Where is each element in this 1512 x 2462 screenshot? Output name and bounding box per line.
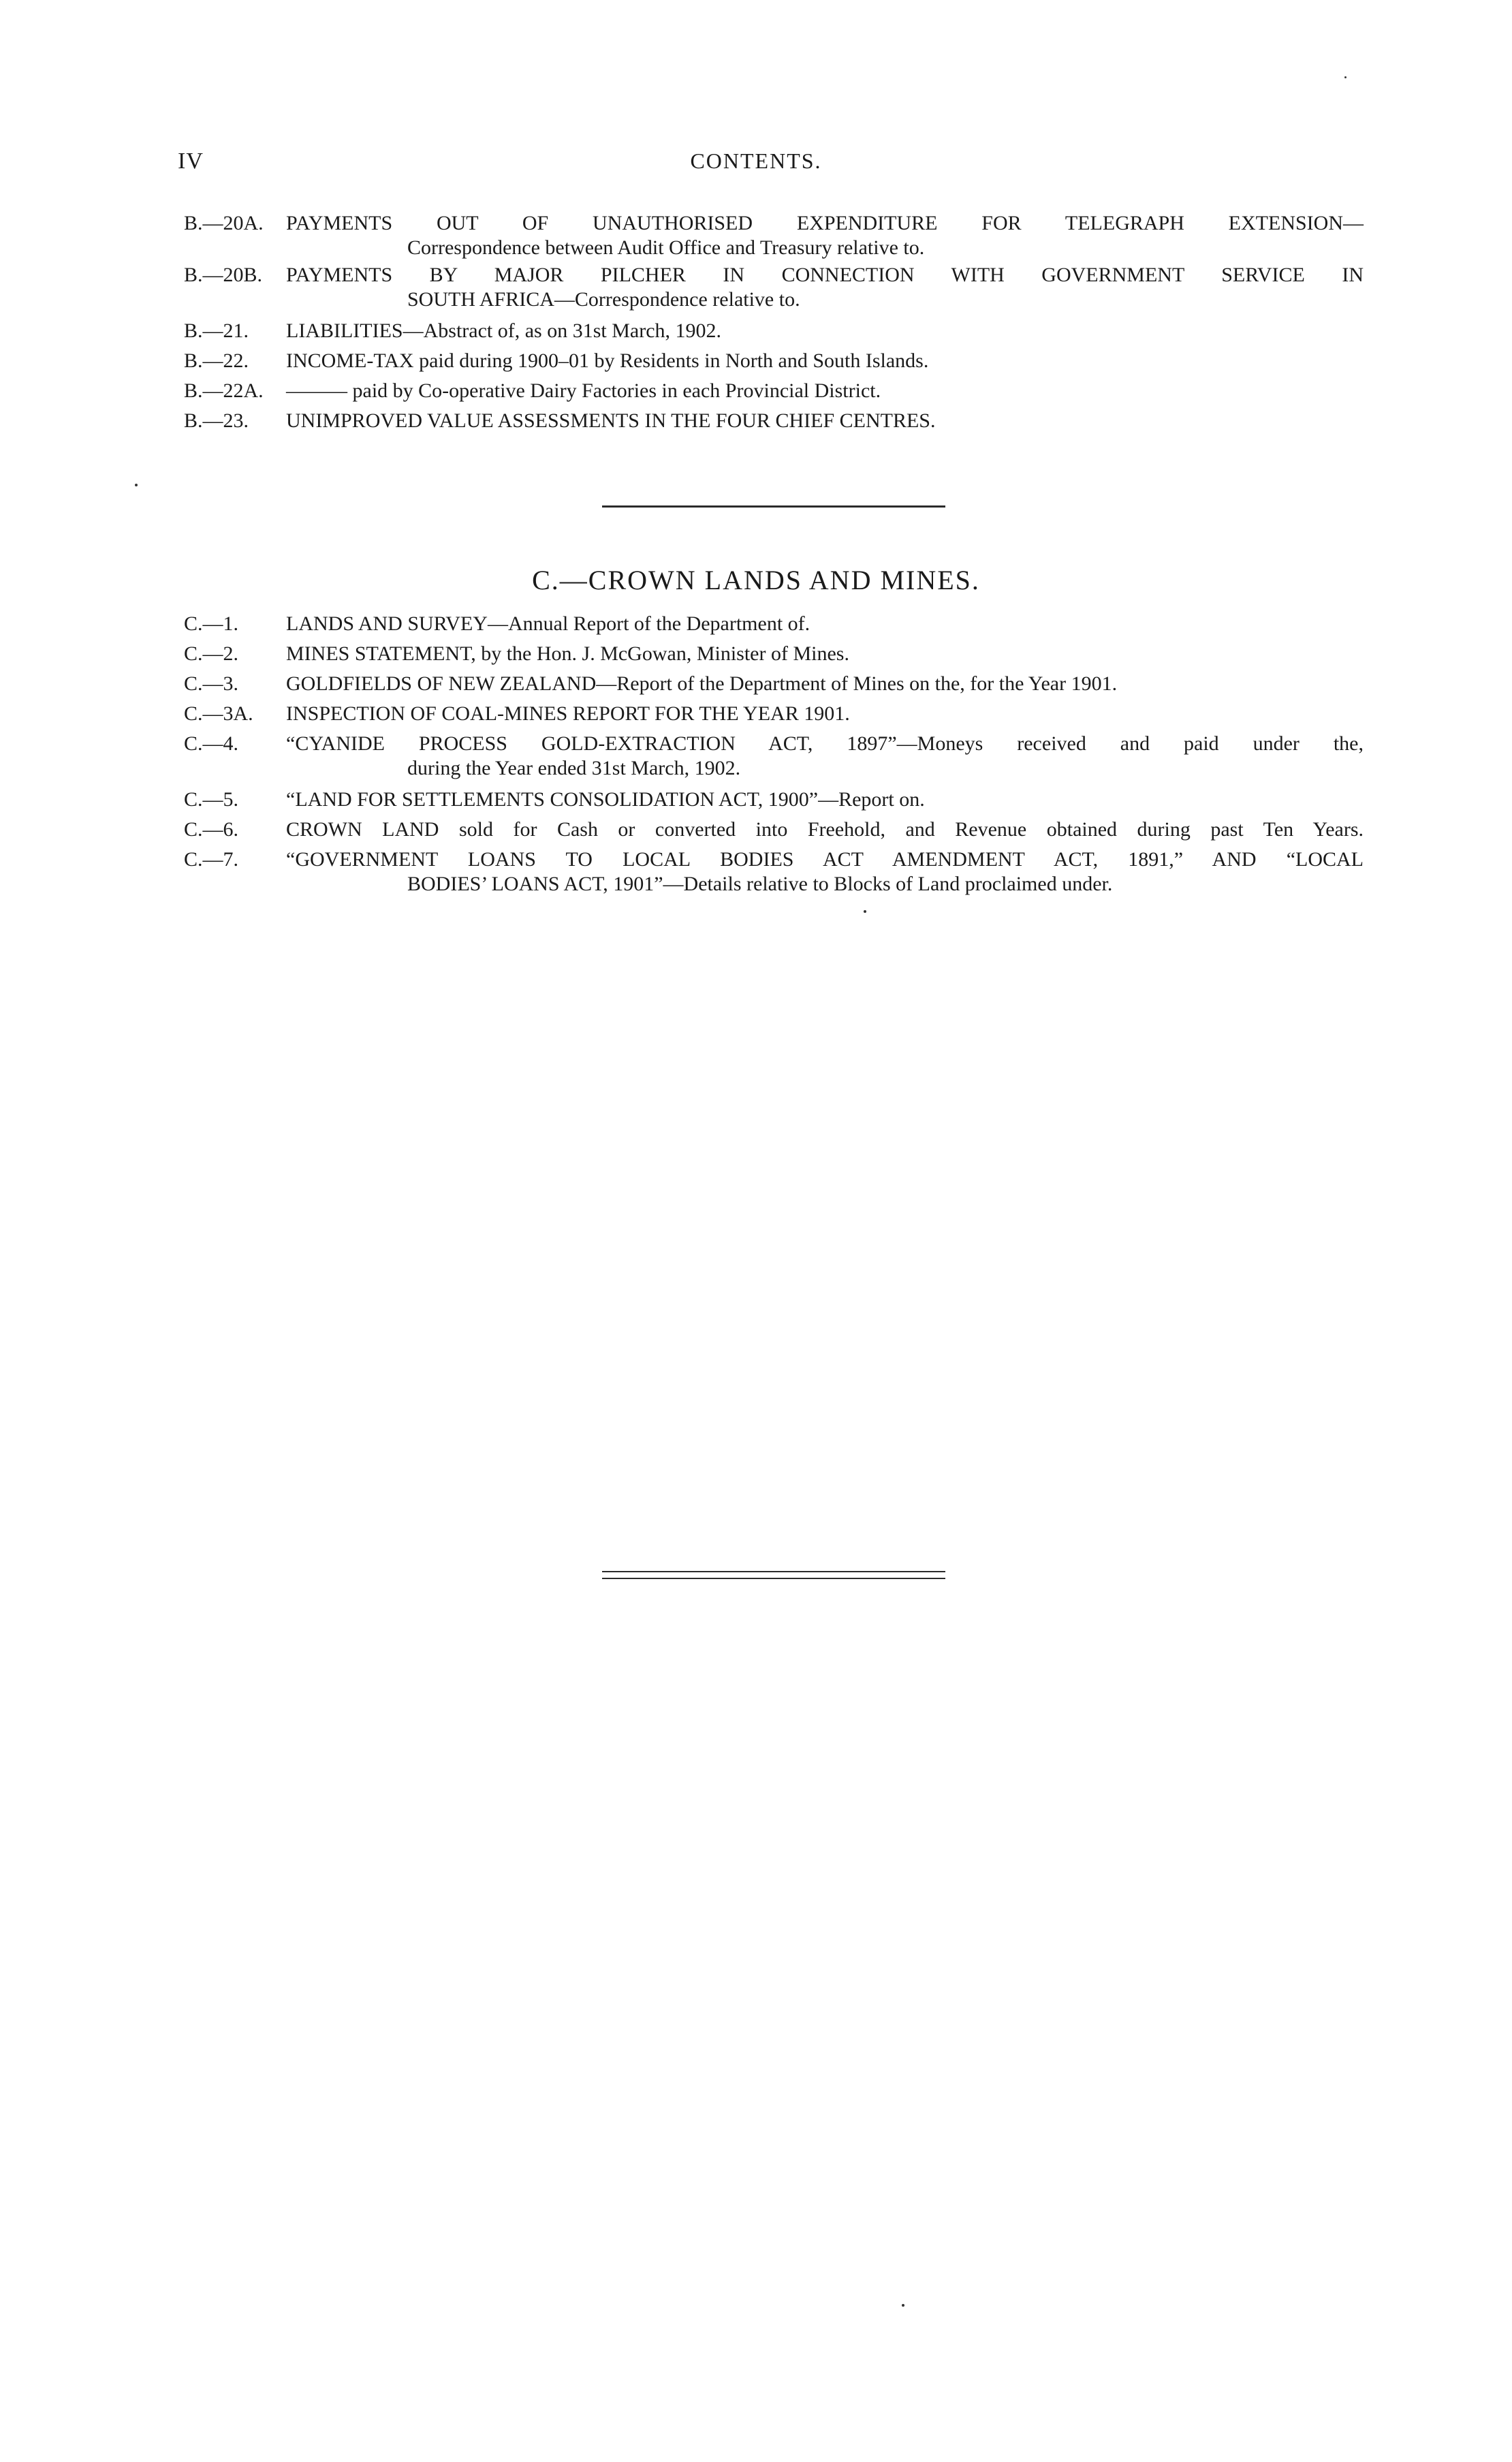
entry-title: PAYMENTS OUT OF UNAUTHORISED EXPENDITURE FOR TELEGRAPH EXTENSION— [286,212,1364,234]
entry-title: LANDS AND SURVEY—Annual Report of the Department of. [286,612,810,635]
entry-title: CROWN LAND sold for Cash or converted into Freehold, and Revenue obtained during past Ten Years. [286,818,1364,841]
contents-entry [184,263,1364,312]
contents-entry [184,211,1364,260]
contents-entry [184,409,1364,433]
entry-title: “CYANIDE PROCESS GOLD-EXTRACTION ACT, 1897”—Moneys received and paid under the, [286,732,1364,755]
section-heading: C.—CROWN LANDS AND MINES. [532,565,980,595]
entry-title: “LAND FOR SETTLEMENTS CONSOLIDATION ACT, 1900”—Report on. [286,788,925,811]
entry-title: GOLDFIELDS OF NEW ZEALAND—Report of the Department of Mines on the, for the Year 1901. [286,672,1118,695]
entry-title: INCOME-TAX paid during 1900–01 by Residents in North and South Islands. [286,349,929,372]
entry-subtitle: during the Year ended 31st March, 1902. [407,757,741,779]
contents-entry [184,672,1364,696]
entry-ref: C.—6. [184,818,239,841]
contents-entry [184,817,1364,842]
contents-entry [184,847,1364,897]
entry-ref: B.—21. [184,320,249,342]
entry-ref: C.—1. [184,612,239,635]
contents-entry [184,349,1364,373]
entry-ref: C.—5. [184,788,239,811]
entry-title: INSPECTION OF COAL-MINES REPORT FOR THE YEAR 1901. [286,702,850,725]
entry-ref: C.—2. [184,642,239,665]
entry-ref: B.—23. [184,409,249,432]
end-rule [602,1578,945,1579]
entry-ref: B.—22. [184,349,249,372]
running-head: CONTENTS. [690,149,822,173]
entry-title: ——— paid by Co-operative Dairy Factories in each Provincial District. [286,379,881,402]
entry-title: MINES STATEMENT, by the Hon. J. McGowan, Minister of Mines. [286,642,849,665]
entry-title: “GOVERNMENT LOANS TO LOCAL BODIES ACT AMENDMENT ACT, 1891,” AND “LOCAL [286,848,1364,871]
end-rule [602,1571,945,1572]
section-divider [602,505,945,508]
entry-title: UNIMPROVED VALUE ASSESSMENTS IN THE FOUR CHIEF CENTRES. [286,409,936,432]
contents-entry [184,642,1364,666]
entry-title: PAYMENTS BY MAJOR PILCHER IN CONNECTION WITH GOVERNMENT SERVICE IN [286,264,1364,286]
contents-entry [184,319,1364,343]
page-number: IV [178,149,204,174]
entry-title: LIABILITIES—Abstract of, as on 31st March, 1902. [286,320,722,342]
scan-speck [902,2304,904,2307]
entry-ref: C.—3A. [184,702,253,725]
entry-subtitle: BODIES’ LOANS ACT, 1901”—Details relative to Blocks of Land proclaimed under. [407,873,1113,895]
entry-ref: B.—20B. [184,264,263,286]
scan-speck [864,910,866,913]
entry-ref: C.—3. [184,672,239,695]
entry-ref: B.—22A. [184,379,264,402]
contents-entry [184,788,1364,812]
entry-ref: B.—20A. [184,212,264,234]
entry-ref: C.—4. [184,732,239,755]
scan-speck [135,484,138,486]
contents-entry [184,732,1364,781]
entry-subtitle: SOUTH AFRICA—Correspondence relative to. [407,288,800,311]
scan-speck [1344,76,1346,78]
contents-entry [184,702,1364,726]
entry-ref: C.—7. [184,848,239,871]
contents-entry [184,612,1364,636]
contents-entry [184,379,1364,403]
entry-subtitle: Correspondence between Audit Office and Treasury relative to. [407,236,925,259]
